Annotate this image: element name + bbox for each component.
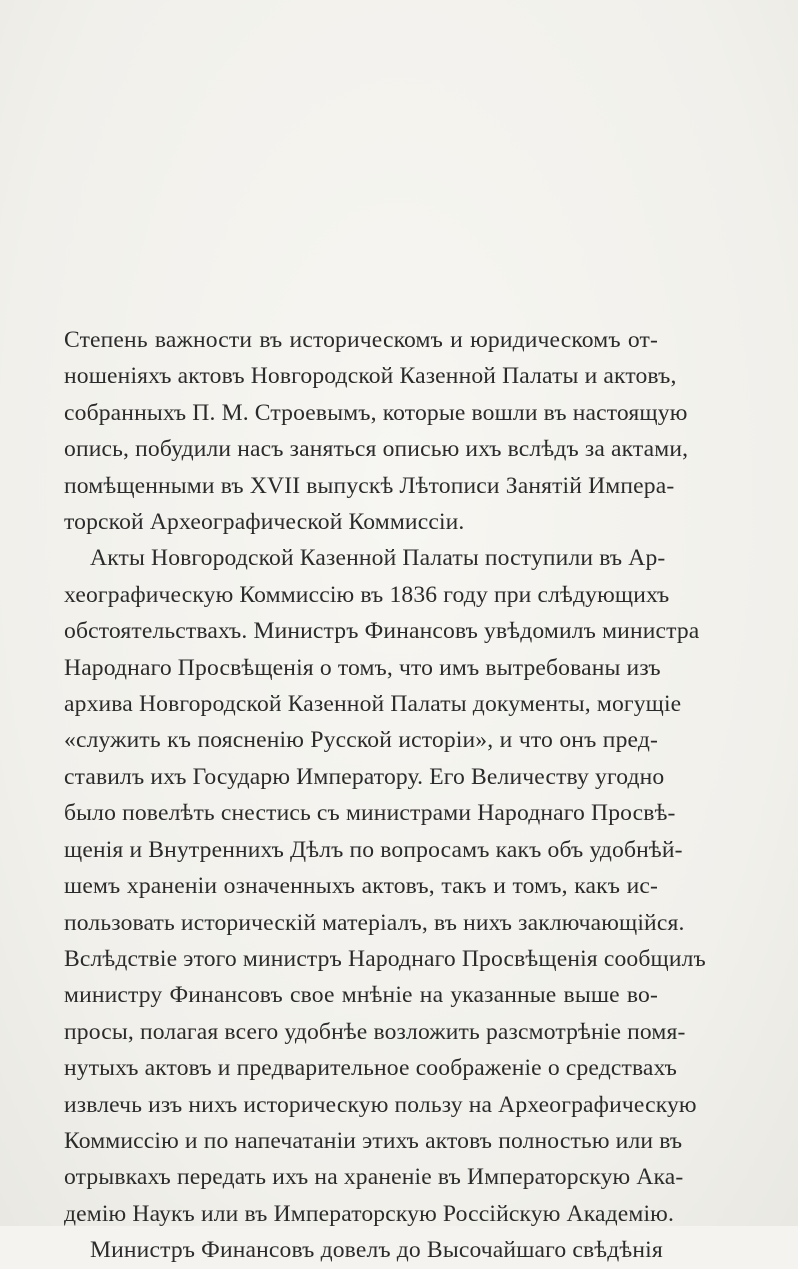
text-line: шемъ храненіи означенныхъ актовъ, такъ и томъ, какъ ис-: [64, 873, 658, 900]
text-line: просы, полагая всего удобнѣе возложить разсмотрѣніе помя-: [64, 1018, 686, 1045]
text-line: Степень важности въ историческомъ и юридическомъ от-: [64, 327, 658, 353]
text-line: демію Наукъ или въ Императорскую Россійскую Академію.: [64, 1200, 674, 1227]
text-line: хеографическую Коммиссію въ 1836 году при слѣдующихъ: [64, 581, 670, 608]
text-line: архива Новгородской Казенной Палаты документы, могущіе: [64, 691, 682, 718]
paragraph-3: [64, 1232, 663, 1268]
text-line: пользовать историческій матеріалъ, въ нихъ заключающійся.: [64, 909, 685, 936]
text-line: щенія и Внутреннихъ Дѣлъ по вопросамъ какъ объ удобнѣй-: [64, 836, 683, 863]
page-body-text: [64, 322, 706, 1269]
text-line: собранныхъ П. М. Строевымъ, которые вошли въ настоящую: [64, 399, 688, 426]
text-line: ношеніяхъ актовъ Новгородской Казенной Палаты и актовъ,: [64, 363, 677, 390]
text-line: министру Финансовъ свое мнѣніе на указанные выше во-: [64, 982, 658, 1009]
text-line: Вслѣдствіе этого министръ Народнаго Просвѣщенія сообщилъ: [64, 945, 706, 972]
text-line: извлечь изъ нихъ историческую пользу на Археографическую: [64, 1091, 697, 1118]
paragraph-2: [64, 540, 706, 1232]
text-line: «служить къ поясненію Русской исторіи», и что онъ пред-: [64, 727, 658, 754]
text-line: торской Археографической Коммиссіи.: [64, 509, 465, 536]
text-line: было повелѣть снестись съ министрами Народнаго Просвѣ-: [64, 800, 676, 827]
text-line: отрывкахъ передать ихъ на храненіе въ Императорскую Ака-: [64, 1164, 684, 1191]
text-line: обстоятельствахъ. Министръ Финансовъ увѣдомилъ министра: [64, 618, 700, 645]
text-line: Коммиссію и по напечатаніи этихъ актовъ полностью или въ: [64, 1127, 683, 1154]
paragraph-1: [64, 322, 689, 540]
text-line: опись, побудили насъ заняться описью ихъ вслѣдъ за актами,: [64, 436, 689, 463]
text-line: ставилъ ихъ Государю Императору. Его Величеству угодно: [64, 763, 665, 790]
text-line: нутыхъ актовъ и предварительное соображеніе о средствахъ: [64, 1055, 677, 1082]
text-line: Народнаго Просвѣщенія о томъ, что имъ вытребованы изъ: [64, 654, 661, 681]
text-line: помѣщенными въ XVII выпускѣ Лѣтописи Занятій Импера-: [64, 472, 675, 499]
text-line: Министръ Финансовъ довелъ до Высочайшаго свѣдѣнія: [90, 1237, 663, 1264]
text-line: Акты Новгородской Казенной Палаты поступили въ Ар-: [90, 545, 666, 572]
